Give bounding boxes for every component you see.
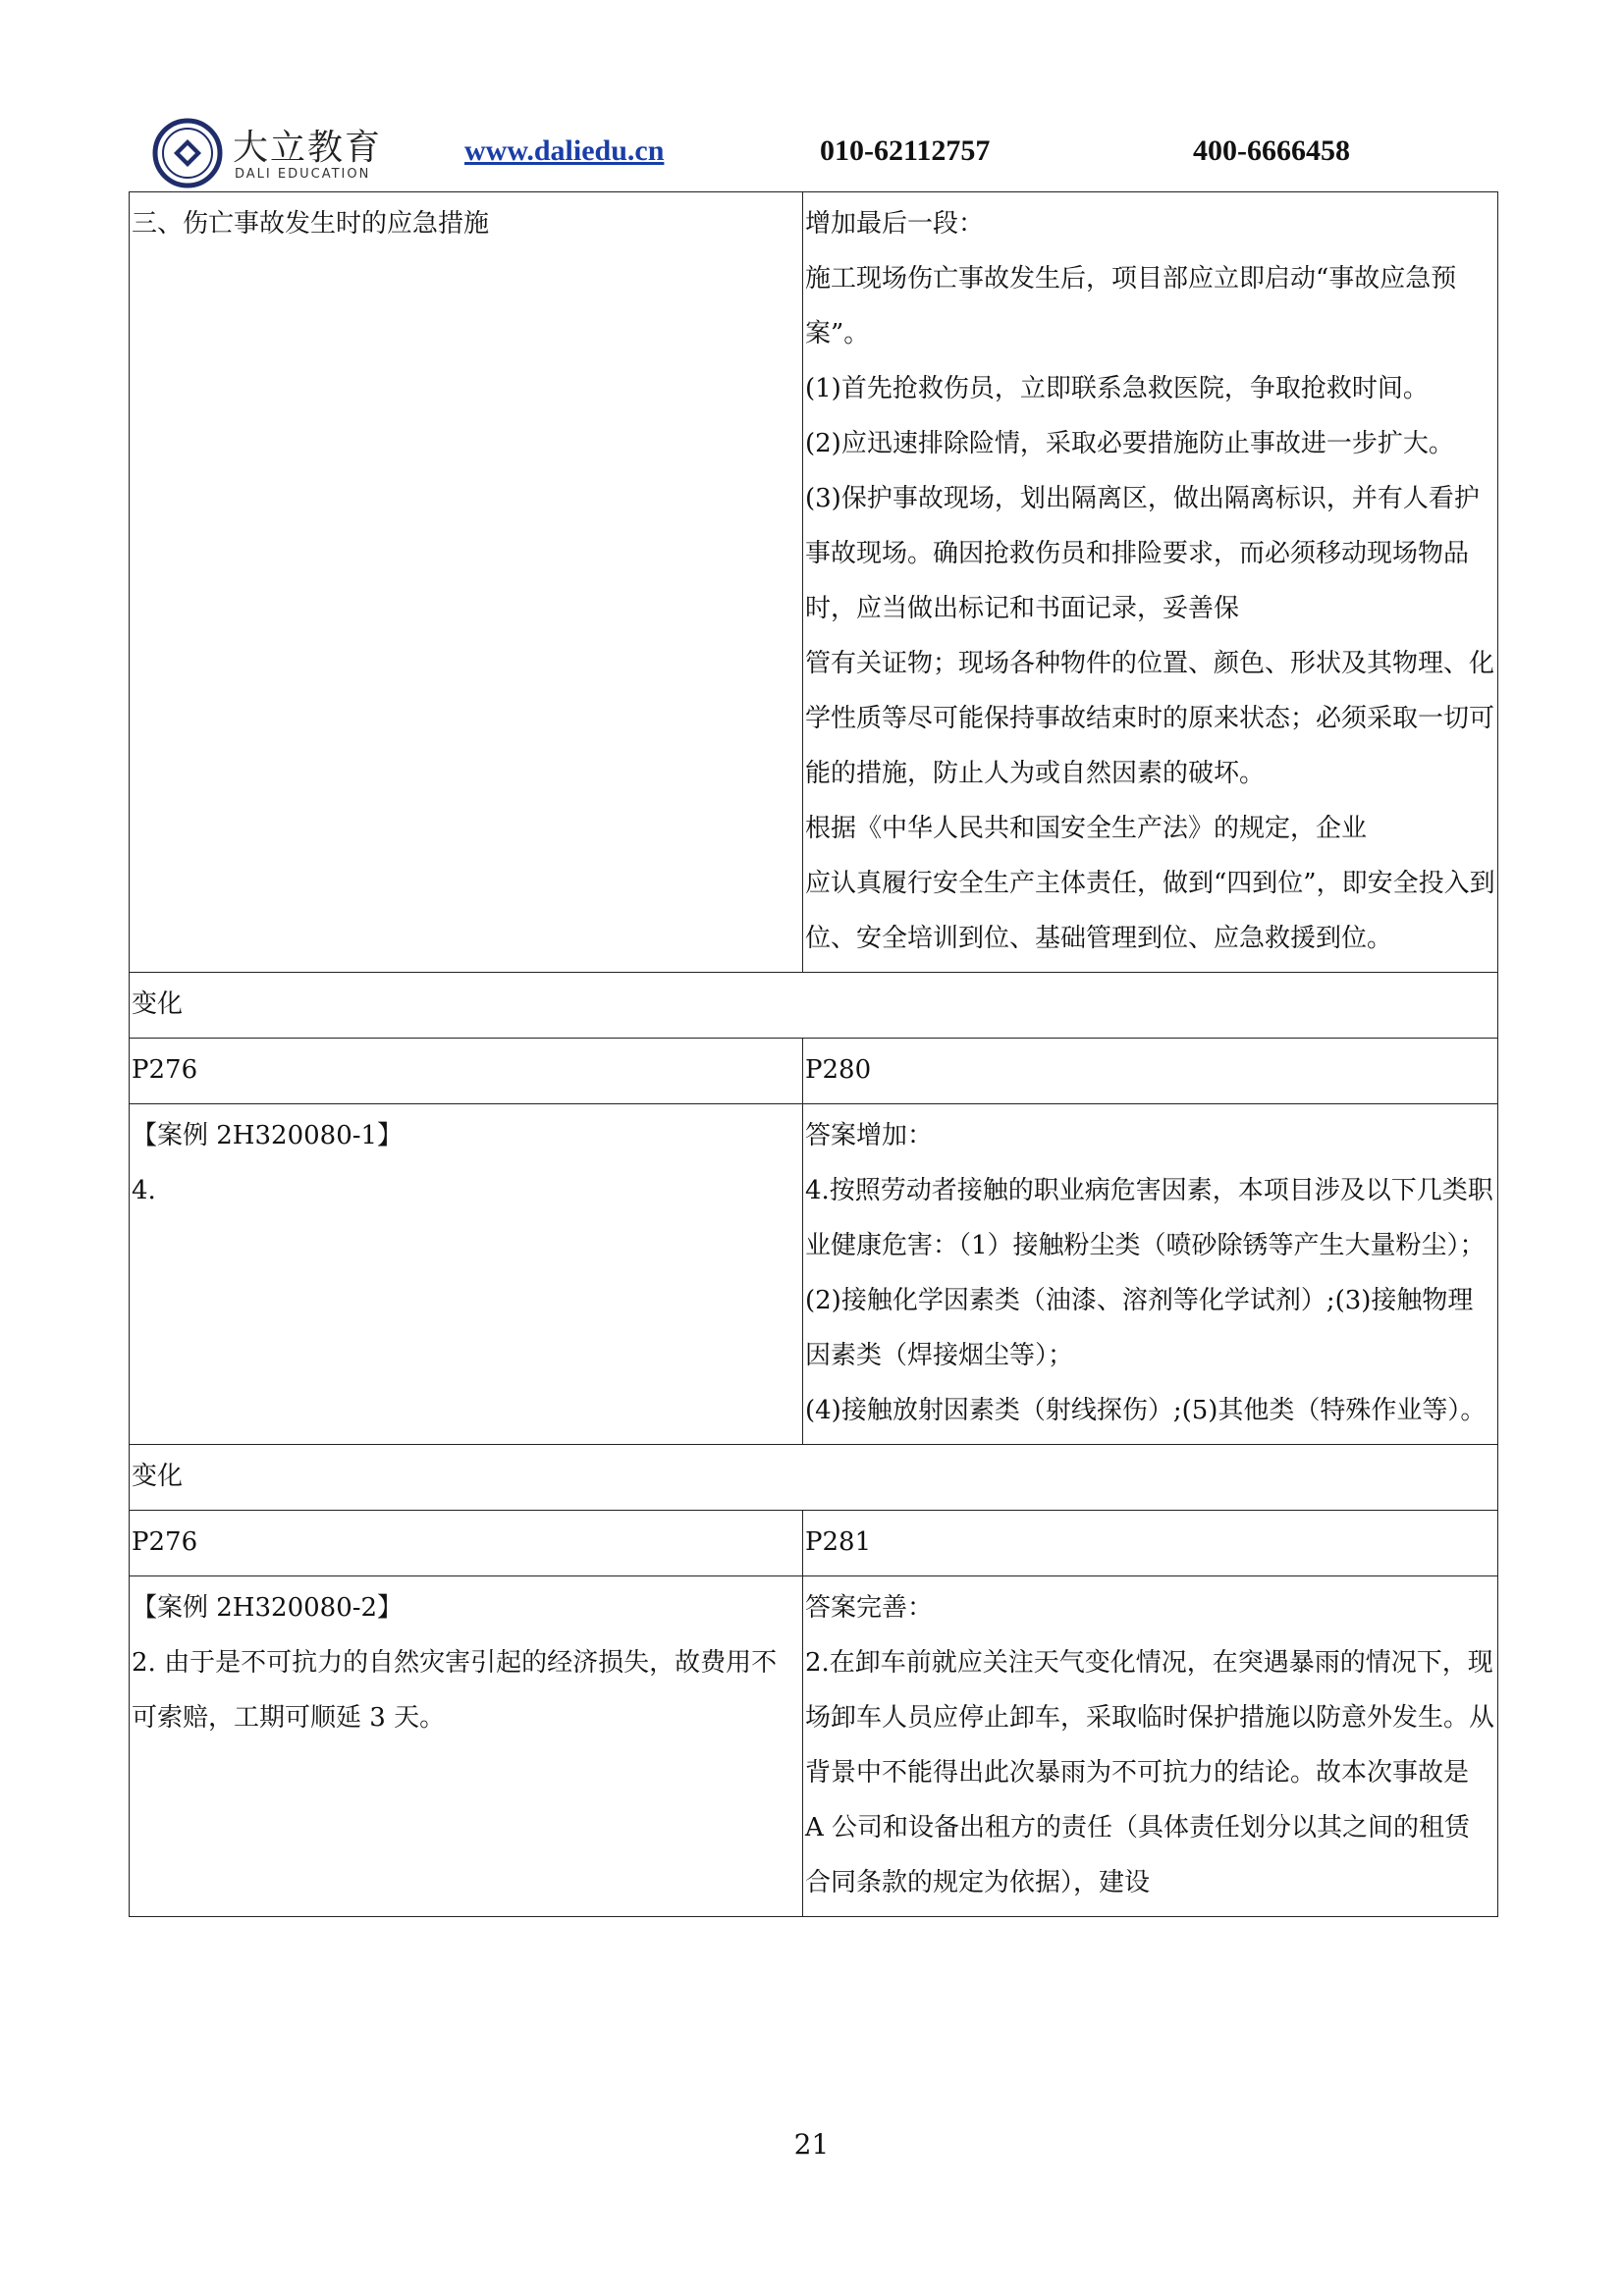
table-row <box>130 192 1498 973</box>
table-row <box>130 973 1498 1039</box>
table-row <box>130 1445 1498 1511</box>
paragraph: 根据《中华人民共和国安全生产法》的规定，企业 <box>805 814 1368 843</box>
old-content-cell <box>130 1104 803 1445</box>
paragraph: 管有关证物；现场各种物件的位置、颜色、形状及其物理、化学性质等尽可能保持事故结束时的原来状态；必须采取一切可能的措施，防止人为或自然因素的破坏。 <box>805 649 1495 788</box>
paragraph: 2. 由于是不可抗力的自然灾害引起的经济损失，故费用不可索赔，工期可顺延 3 天。 <box>132 1648 778 1733</box>
paragraph: 施工现场伤亡事故发生后，项目部应立即启动“事故应急预案”。 <box>805 264 1457 348</box>
question-number: 4. <box>132 1176 156 1205</box>
phone-number-1: 010-62112757 <box>820 134 991 167</box>
change-label-cell: 变化 <box>130 973 1498 1039</box>
section-heading: 三、伤亡事故发生时的应急措施 <box>132 209 490 239</box>
paragraph: 2.在卸车前就应关注天气变化情况，在突遇暴雨的情况下，现场卸车人员应停止卸车，采取临时保护措施以防意外发生。从背景中不能得出此次暴雨为不可抗力的结论。故本次事故是 A 公司和设备出租方的责任（具体责任划分以其之间的租赁合同条款的规定为依据），建设 <box>805 1648 1495 1897</box>
paragraph: 答案增加： <box>805 1121 934 1150</box>
old-content-cell <box>130 192 803 973</box>
table-row <box>130 1039 1498 1104</box>
old-page-cell: P276 <box>130 1511 803 1576</box>
old-page-cell: P276 <box>130 1039 803 1104</box>
paragraph: (3)保护事故现场，划出隔离区，做出隔离标识，并有人看护事故现场。确因抢救伤员和排险要求，而必须移动现场物品时，应当做出标记和书面记录，妥善保 <box>805 484 1480 623</box>
logo-chinese-name: 大立教育 <box>233 128 383 168</box>
paragraph: (4)接触放射因素类（射线探伤）;(5)其他类（特殊作业等）。 <box>805 1396 1487 1425</box>
new-page-cell: P281 <box>803 1511 1498 1576</box>
phone-number-2: 400-6666458 <box>1193 134 1350 167</box>
case-title: 【案例 2H320080-2】 <box>132 1593 404 1623</box>
table-row <box>130 1511 1498 1576</box>
website-link[interactable]: www.daliedu.cn <box>464 134 665 167</box>
table-row <box>130 1576 1498 1917</box>
paragraph: 增加最后一段： <box>805 209 985 239</box>
paragraph: (2)应迅速排除险情，采取必要措施防止事故进一步扩大。 <box>805 429 1454 458</box>
paragraph: 4.按照劳动者接触的职业病危害因素，本项目涉及以下几类职业健康危害：（1）接触粉尘类（喷砂除锈等产生大量粉尘）； <box>805 1176 1493 1260</box>
page-header <box>152 113 1429 191</box>
new-content-cell <box>803 1104 1498 1445</box>
old-content-cell <box>130 1576 803 1917</box>
table-row <box>130 1104 1498 1445</box>
paragraph: (2)接触化学因素类（油漆、溶剂等化学试剂）;(3)接触物理因素类（焊接烟尘等）； <box>805 1286 1474 1370</box>
paragraph: 应认真履行安全生产主体责任，做到“四到位”，即安全投入到位、安全培训到位、基础管理到位、应急救援到位。 <box>805 869 1495 953</box>
case-title: 【案例 2H320080-1】 <box>132 1121 404 1150</box>
dali-seal-icon <box>152 118 223 188</box>
change-label-cell: 变化 <box>130 1445 1498 1511</box>
paragraph: (1)首先抢救伤员，立即联系急救医院，争取抢救时间。 <box>805 374 1429 403</box>
new-page-cell: P280 <box>803 1039 1498 1104</box>
paragraph: 答案完善： <box>805 1593 934 1623</box>
page-number: 21 <box>793 2128 830 2161</box>
logo-english-name: DALI EDUCATION <box>235 167 371 182</box>
dali-logo <box>152 118 388 191</box>
changes-table <box>129 191 1498 1917</box>
new-content-cell <box>803 192 1498 973</box>
new-content-cell <box>803 1576 1498 1917</box>
